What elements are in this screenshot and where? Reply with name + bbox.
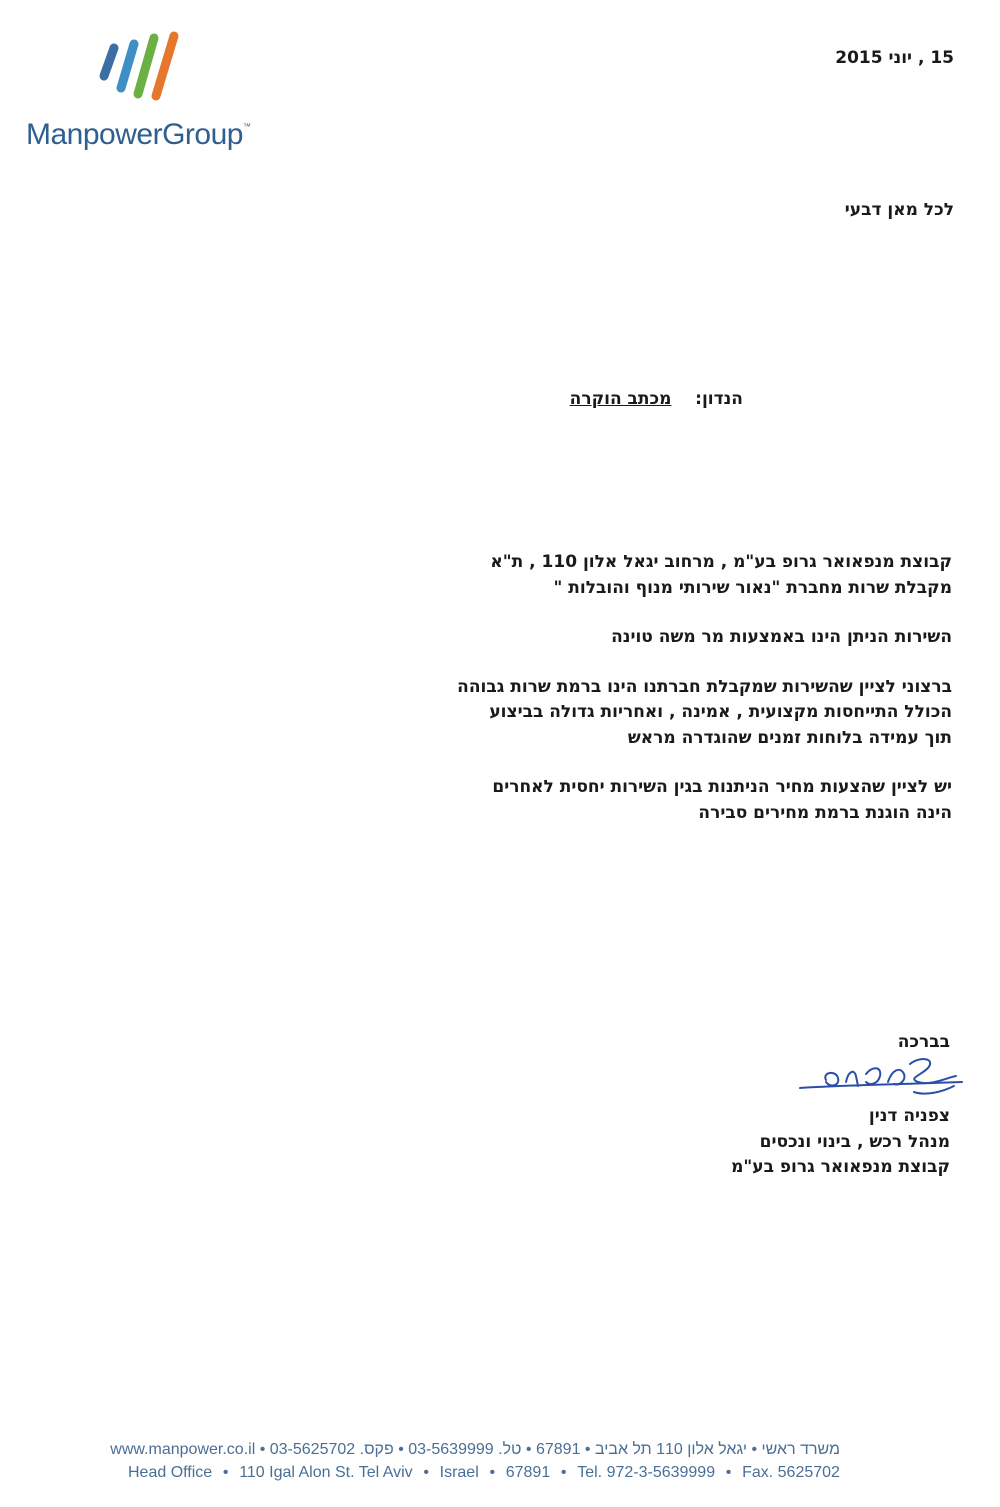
footer-separator: • <box>222 1464 229 1481</box>
body-line: הכולל התייחסות מקצועית , אמינה , ואחריות גדולה בביצוע <box>489 702 952 722</box>
body-line: תוך עמידה בלוחות זמנים שהוגדרה מראש <box>627 727 952 748</box>
signer-name: צפניה דנין <box>868 1106 950 1126</box>
body-line: יש לציין שהצעות מחיר הניתנות בגין השירות יחסית לאחרים <box>492 777 952 797</box>
subject-value: מכתב הוקרה <box>569 389 672 409</box>
footer-separator: • <box>725 1464 732 1481</box>
footer-separator: • <box>489 1464 496 1481</box>
manpower-logo-icon <box>94 30 184 104</box>
recipient: לכל מאן דבעי <box>844 200 954 220</box>
closing-greeting: בברכה <box>897 1032 950 1052</box>
footer-item: Israel <box>439 1464 479 1481</box>
signature-block <box>731 1104 950 1181</box>
footer-english <box>128 1461 840 1484</box>
paragraph-2 <box>332 625 952 651</box>
footer-item: Head Office <box>128 1464 213 1481</box>
footer-separator: • <box>423 1464 429 1481</box>
footer-item: Tel. 972-3-5639999 <box>577 1464 716 1481</box>
handwritten-signature <box>796 1052 966 1104</box>
footer-item: 67891 <box>505 1464 551 1481</box>
footer-item: Fax. 5625702 <box>742 1464 840 1481</box>
company-logo <box>26 30 266 155</box>
body-line: הינה הוגנת ברמת מחירים סבירה <box>698 802 952 823</box>
footer-item: 110 Igal Alon St. Tel Aviv <box>239 1464 413 1481</box>
letter-body <box>332 550 952 850</box>
subject-line <box>570 389 743 409</box>
body-line: השירות הניתן הינו באמצעות מר משה טוינה <box>611 627 952 647</box>
paragraph-3 <box>332 675 952 752</box>
subject-label: הנדון: <box>695 389 743 409</box>
body-line: מקבלת שרות מחברת "נאור שירותי מנוף והובלות " <box>553 577 952 598</box>
logo-wordmark: ManpowerGroup™ <box>26 118 251 151</box>
signer-title: מנהל רכש , בינוי ונכסים <box>759 1131 950 1152</box>
letter-date: 15 , יוני 2015 <box>835 48 954 68</box>
body-line: קבוצת מנפאואר גרופ בע"מ , מרחוב יגאל אלון 110 , ת"א <box>490 552 952 572</box>
paragraph-1 <box>332 550 952 601</box>
signer-company: קבוצת מנפאואר גרופ בע"מ <box>731 1157 950 1177</box>
letterhead-footer <box>110 1438 840 1484</box>
body-line: ברצוני לציין שהשירות שמקבלת חברתנו הינו ברמת שרות גבוהה <box>457 676 952 697</box>
paragraph-4 <box>332 775 952 826</box>
footer-separator: • <box>560 1464 567 1481</box>
footer-hebrew: משרד ראשי • יגאל אלון 110 תל אביב • 67891 • טל. 03-5639999 • פקס. 03-5625702 • www.manpower.co.il <box>110 1441 840 1458</box>
